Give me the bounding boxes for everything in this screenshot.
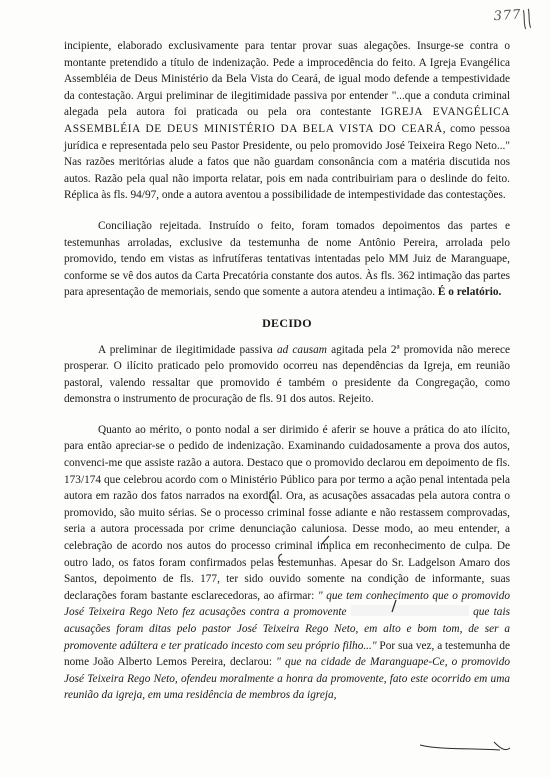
folio-number: 377 (493, 7, 523, 25)
paragraph-text: Quanto ao mérito, o ponto nodal a ser dirimido é aferir se houve a prática do ato ilícito, para então apreciar-se o pedido de indenização. Examinando cuidadosamente a prova dos autos, convenci-me que assiste razão a autora. Destaco que o promovido declarou em depoimento de fls. 173/174 que celebrou acordo com o Ministério Público para por termo a ação penal intentada pela autora em razão dos fatos narrados na exordial. Ora, as acusações assacadas pela autora contra o promovido, são muito sérias. Se o processo criminal fosse adiante e não restassem comprovadas, seria a autora processada por crime denunciação caluniosa. Desse modo, ao meu entender, a celebração de acordo nos autos do processo criminal implica em reconhecimento de culpa. De outro lado, os fatos foram confirmados pelas testemunhas. Apesar do Sr. Ladgelson Amaro dos Santos, depoimento de fls. 177, ter sido ouvido somente na condição de informante, suas declarações foram bastante esclarecedoras, ao afirmar: (64, 423, 510, 602)
paragraph-text: incipiente, elaborado exclusivamente para tentar provar suas alegações. Insurge-se contra o montante pretendido a título de indenização. Pede a improcedência do feito. A Igreja Evangélica Assembléia de Deus Ministério da Bela Vista do Ceará, de igual modo defende a tempestividade da contestação. Argui preliminar de ilegitimidade passiva por entender "...que a conduta criminal alegada pela autora foi praticada ou pela ora contestante (64, 40, 510, 119)
paragraph-conciliation (64, 218, 510, 301)
document-body (64, 38, 510, 704)
redacted-name-block (351, 605, 469, 616)
paragraph-text: Conciliação rejeitada. Instruído o feito, foram tomados depoimentos das partes e testemunhas arroladas, exclusive da testemunha de nome Antônio Pereira, arrolada pelo promovido, tendo em vistas as infrutíferas tentativas intentadas pelo MM Juiz de Maranguape, conforme se vê dos autos da Carta Precatória constante dos autos. Às fls. 362 intimação das partes para apresentação de memoriais, sendo que somente a autora atendeu a intimação. (64, 219, 510, 299)
paragraph-preliminary (64, 342, 510, 408)
paragraph-text: A preliminar de ilegitimidade passiva (98, 343, 273, 356)
paragraph-text-end: , como pessoa jurídica e representada pelo seu Pastor Presidente, ou pelo promovido José Teixeira Rego Neto..." Nas razões meritórias alude a fatos que não guardam consonância com a matéria discutida nos autos. Razão pela qual não importa relatar, pois em nada contribuiriam para o deslinde do feito. Réplica às fls. 94/97, onde a autora aventou a possibilidade de intempestividade das contestações. (64, 122, 510, 202)
paragraph-contestation (64, 38, 510, 204)
testimony-quote-1-end: que tais acusações foram ditas pelo pastor José Teixeira Rego Neto, em alto e bom tom, de ser a promovente adúltera e ter praticado incesto com seu próprio filho..." (64, 606, 510, 652)
report-closing-bold: É o relatório. (437, 286, 502, 299)
church-name-caps: IGREJA EVANGÉLICA ASSEMBLÉIA DE DEUS MINISTÉRIO DA BELA VISTA DO CEARÁ (64, 106, 510, 135)
page-folio-stamp (493, 7, 530, 31)
folio-pen-mark (493, 6, 535, 33)
section-heading-decido: DECIDO (262, 315, 312, 330)
testimony-quote-2: " que na cidade de Maranguape-Ce, o promovido José Teixeira Rego Neto, ofendeu moralmente a honra da promovente, fato este ocorrido em uma reunião da igreja, em uma residência de membros da igreja, (64, 656, 510, 702)
paragraph-text-middle: Por sua vez, a testemunha de nome João Alberto Lemos Pereira, declarou: (64, 639, 510, 669)
latin-term: ad causam (276, 343, 327, 356)
testimony-quote-1: " que tem conhecimento que o promovido José Teixeira Rego Neto fez acusações contra a promovente (64, 589, 510, 619)
paragraph-merit (64, 422, 510, 704)
paragraph-text-end: agitada pela 2ª promovida não merece prosperar. O ilícito praticado pelo promovido ocorreu nas dependências da Igreja, em reunião pastoral, valendo ressaltar que promovido é também o presidente da Congregação, como demonstra o instrumento de procuração de fls. 91 dos autos. Rejeito. (64, 343, 510, 406)
